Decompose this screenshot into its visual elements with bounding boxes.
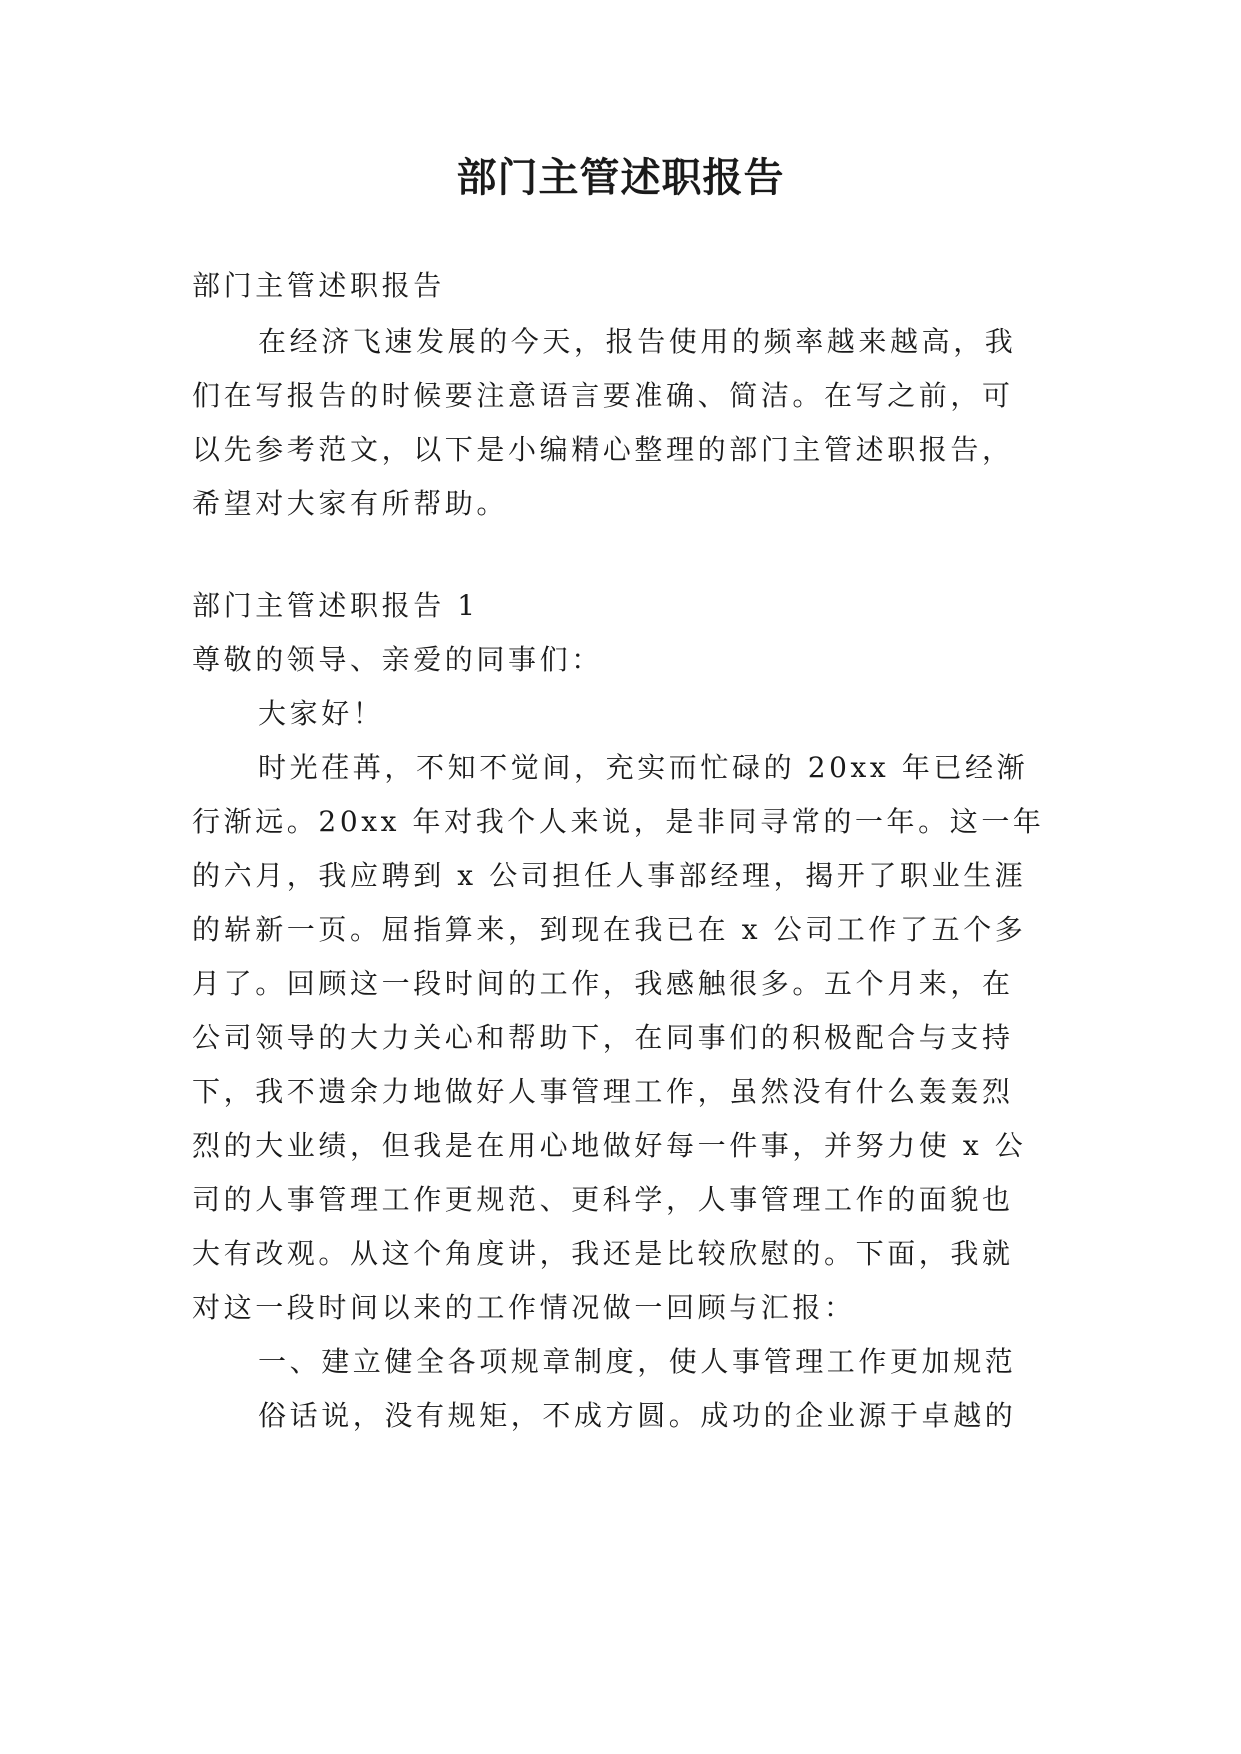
body-paragraph-line: 大有改观。从这个角度讲，我还是比较欣慰的。下面，我就 [192,1237,1014,1270]
body-paragraph-line: 对这一段时间以来的工作情况做一回顾与汇报： [192,1291,856,1324]
salutation-line: 尊敬的领导、亲爱的同事们： [192,643,603,676]
intro-paragraph-line: 以先参考范文，以下是小编精心整理的部门主管述职报告， [192,433,1014,466]
intro-paragraph-line: 在经济飞速发展的今天，报告使用的频率越来越高，我 [258,325,1017,358]
body-paragraph-line: 行渐远。20xx 年对我个人来说，是非同寻常的一年。这一年 [192,805,1045,838]
body-paragraph-line: 烈的大业绩，但我是在用心地做好每一件事，并努力使 x 公 [192,1129,1027,1162]
body-paragraph-line: 司的人事管理工作更规范、更科学，人事管理工作的面貌也 [192,1183,1014,1216]
body-paragraph-line: 俗话说，没有规矩，不成方圆。成功的企业源于卓越的 [258,1399,1017,1432]
document-title: 部门主管述职报告 [456,154,785,201]
body-paragraph-line: 的六月，我应聘到 x 公司担任人事部经理，揭开了职业生涯 [192,859,1027,892]
section-heading: 部门主管述职报告 1 [192,589,479,622]
body-paragraph-line: 公司领导的大力关心和帮助下，在同事们的积极配合与支持 [192,1021,1014,1054]
body-paragraph-line: 时光荏苒，不知不觉间，充实而忙碌的 20xx 年已经渐 [258,751,1029,784]
intro-paragraph-line: 们在写报告的时候要注意语言要准确、简洁。在写之前，可 [192,379,1014,412]
body-paragraph-line: 的崭新一页。屈指算来，到现在我已在 x 公司工作了五个多 [192,913,1027,946]
intro-paragraph-line: 希望对大家有所帮助。 [192,487,509,520]
subsection-heading: 一、建立健全各项规章制度，使人事管理工作更加规范 [258,1345,1017,1378]
body-paragraph-line: 下，我不遗余力地做好人事管理工作，虽然没有什么轰轰烈 [192,1075,1014,1108]
greeting-line: 大家好！ [258,697,385,730]
body-paragraph-line: 月了。回顾这一段时间的工作，我感触很多。五个月来，在 [192,967,1014,1000]
subtitle-line: 部门主管述职报告 [192,269,445,302]
